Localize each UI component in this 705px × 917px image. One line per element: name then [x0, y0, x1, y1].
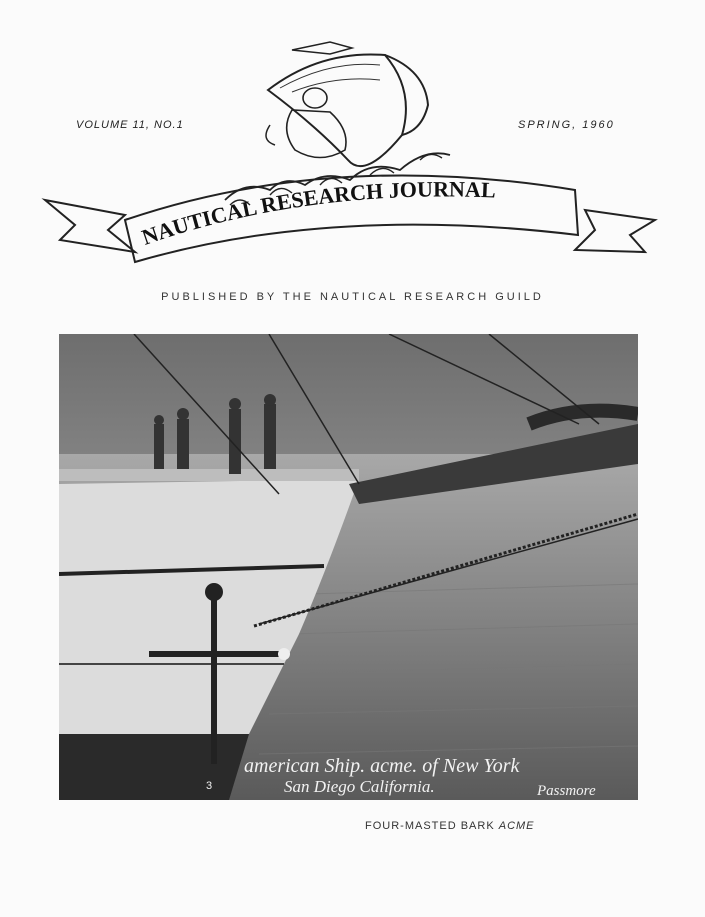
caption-ship-name: ACME: [498, 820, 535, 832]
publisher-line: PUBLISHED BY THE NAUTICAL RESEARCH GUILD: [161, 291, 544, 303]
photo-caption: [365, 820, 535, 832]
caption-prefix: FOUR-MASTED BARK: [365, 820, 499, 832]
masthead-emblem: [30, 30, 670, 280]
photo-inscription-line2: San Diego California.: [284, 777, 435, 796]
issue-season: SPRING, 1960: [518, 119, 615, 131]
journal-title: NAUTICAL RESEARCH JOURNAL: [138, 176, 497, 250]
photo-credit: Passmore: [537, 783, 596, 799]
photo-plate-number: 3: [206, 780, 213, 792]
volume-number: VOLUME 11, NO.1: [76, 119, 184, 131]
ship-photograph: [59, 334, 638, 800]
photo-inscription-line1: american Ship. acme. of New York: [244, 755, 520, 777]
